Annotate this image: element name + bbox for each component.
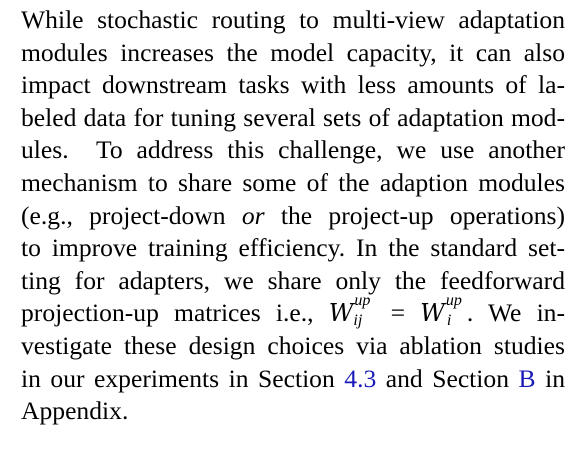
text-fragment: projection-up matrices i.e., bbox=[21, 298, 329, 328]
text-line bbox=[21, 292, 566, 330]
text-line: ules. To address this challenge, we use another bbox=[21, 135, 565, 165]
text-fragment: (e.g., project-down bbox=[21, 200, 242, 230]
text-fragment: in bbox=[535, 363, 566, 393]
italic-or: or bbox=[241, 200, 265, 230]
text-line: mechanism to share some of the adaption modules bbox=[21, 167, 565, 197]
math-subscript: ij bbox=[353, 312, 363, 330]
section-reference-link[interactable]: 4.3 bbox=[344, 363, 377, 393]
math-subscript: i bbox=[446, 312, 452, 330]
text-line: impact downstream tasks with less amounts of la- bbox=[21, 70, 565, 100]
body-paragraph bbox=[21, 4, 565, 428]
text-fragment: in our experiments in Section bbox=[21, 363, 345, 393]
text-line bbox=[21, 363, 565, 396]
text-line: ting for adapters, we share only the feedforward bbox=[21, 265, 565, 295]
text-line: vestigate these design choices via ablation studies bbox=[21, 330, 565, 360]
text-line: While stochastic routing to multi-view adaptation bbox=[21, 5, 565, 34]
text-line: Appendix. bbox=[21, 396, 129, 426]
math-symbol-w-right: W bbox=[420, 299, 445, 328]
appendix-reference-link[interactable]: B bbox=[518, 363, 536, 393]
text-fragment: and Section bbox=[376, 363, 519, 393]
text-line bbox=[21, 200, 565, 233]
math-superscript: up bbox=[354, 292, 371, 310]
math-superscript: up bbox=[445, 292, 462, 310]
inline-equation bbox=[328, 292, 467, 330]
text-line: to improve training efficiency. In the standard set- bbox=[21, 233, 565, 263]
math-symbol-w-left: W bbox=[328, 299, 354, 328]
math-equals: = bbox=[375, 298, 421, 328]
text-fragment: . We in- bbox=[466, 298, 566, 328]
text-fragment: the project-up operations) bbox=[264, 200, 565, 230]
math-scripts-left bbox=[353, 292, 375, 330]
text-line: modules increases the model capacity, it can also bbox=[21, 37, 565, 67]
math-scripts-right bbox=[445, 292, 467, 330]
text-line: beled data for tuning several sets of adaptation mod- bbox=[21, 102, 565, 132]
